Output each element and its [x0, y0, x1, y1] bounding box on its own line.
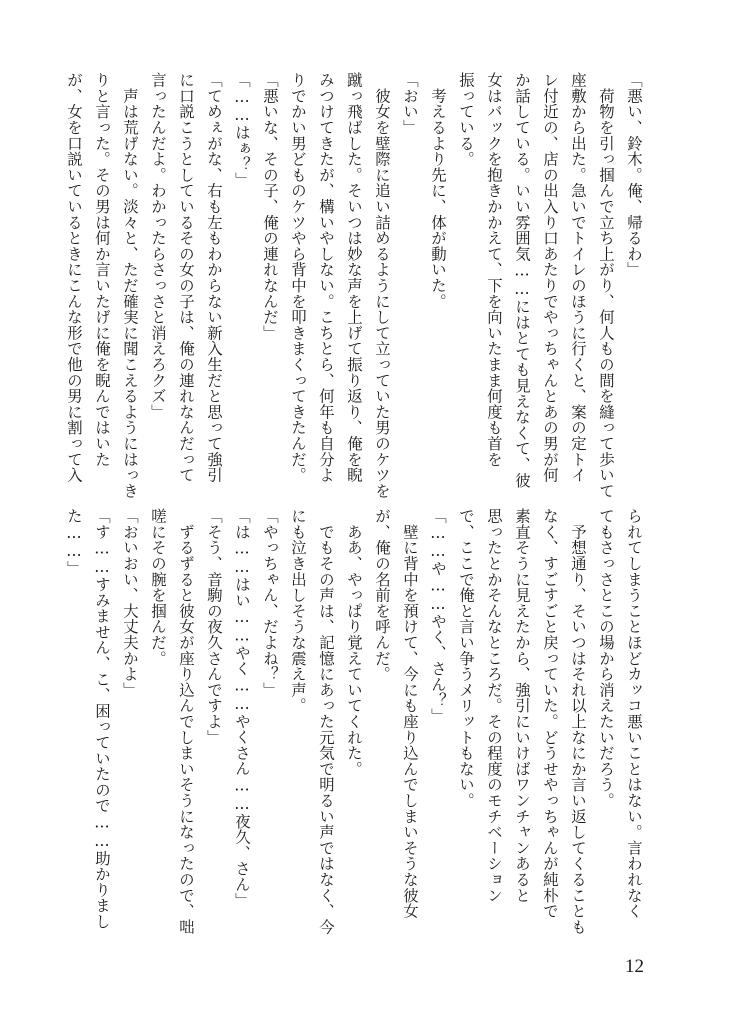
bottom-block-line: ずるずると彼女が座り込んでしまいそうになったので、咄 — [177, 508, 195, 935]
bottom-block-line: られてしまうことほどカッコ悪いことはない。言われなく — [625, 508, 643, 919]
bottom-block-line: が、俺の名前を呼んだ。 — [373, 508, 391, 682]
top-block-line: 考えるより先に、体が動いた。 — [429, 72, 447, 309]
top-block-line: 「おい」 — [401, 72, 419, 136]
top-block-line: みつけてきたが、構いやしない。こちとら、何年も自分よ — [317, 72, 335, 483]
bottom-block-line: 「……や……やく、さん？」 — [429, 508, 447, 724]
top-block-line: 「悪い、鈴木。俺、帰るわ」 — [625, 72, 643, 278]
bottom-block-line: 壁に背中を預けて、今にも座り込んでしまいそうな彼女 — [401, 508, 419, 919]
top-block-line: 荷物を引っ掴んで立ち上がり、何人もの間を縫って歩いて — [597, 72, 615, 499]
bottom-block-line: た……」 — [65, 508, 83, 577]
top-block-line: 言ったんだよ。わかったらさっさと消えろクズ」 — [149, 72, 167, 420]
bottom-block-line: なく、すごすごと戻っていた。どうせやっちゃんが純朴で — [541, 508, 559, 919]
top-block-line: か話している。いい雰囲気……にはとても見えなくて、彼 — [513, 72, 531, 488]
top-block-line: が、女を口説いているときにこんな形で他の男に割って入 — [65, 72, 83, 483]
top-block-line: 座敷から出た。急いでトイレのほうに行くと、案の定トイ — [569, 72, 587, 483]
top-block-line: 「……はぁ？」 — [233, 72, 251, 188]
text-block-top — [60, 72, 648, 502]
top-block-line: に口説こうとしているその女の子は、俺の連れなんだって — [177, 72, 195, 483]
top-block-line: 声は荒げない。淡々と、ただ確実に聞こえるようにはっき — [121, 72, 139, 499]
bottom-block-line: 予想通り、そいつはそれ以上なにか言い返してくることも — [569, 508, 587, 935]
bottom-block-line: 「やっちゃん、だよね？」 — [261, 508, 279, 698]
bottom-block-line: で、ここで俺と言い争うメリットもない。 — [457, 508, 475, 809]
top-block-line: 振っている。 — [457, 72, 475, 167]
bottom-block-line: 素直そうに見えたから、強引にいけばワンチャンあると — [513, 508, 531, 903]
top-block-line: レ付近の、店の出入り口あたりでやっちゃんとあの男が何 — [541, 72, 559, 483]
bottom-block-line: 思ったとかそんなところだ。その程度のモチベーション — [485, 508, 503, 903]
top-block-line: 彼女を壁際に追い詰めるようにして立っていた男のケツを — [373, 72, 391, 499]
bottom-block-line: 「す……すみません、こ、困っていたので……助かりまし — [93, 508, 111, 930]
bottom-block-line: ああ、やっぱり覚えていてくれた。 — [345, 508, 363, 777]
top-block-line: りでかい男どものケツやら背中を叩きまくってきたんだ。 — [289, 72, 307, 483]
bottom-block-line: 「おいおい、大丈夫かよ」 — [121, 508, 139, 698]
bottom-block-line: てもさっさとこの場から消えたいだろう。 — [597, 508, 615, 809]
bottom-block-line: 「は……はい……やく……やくさん……夜久、さん」 — [233, 508, 251, 908]
top-block-line: 「てめぇがな、右も左もわからない新入生だと思って強引 — [205, 72, 223, 483]
bottom-block-line: 嗟にその腕を掴んだ。 — [149, 508, 167, 666]
bottom-block-line: にも泣き出しそうな震え声。 — [289, 508, 307, 714]
page-number: 12 — [625, 956, 644, 977]
bottom-block-line: でもその声は、記憶にあった元気で明るい声ではなく、今 — [317, 508, 335, 935]
top-block-line: 女はバックを抱きかかえて、下を向いたまま何度も首を — [485, 72, 503, 467]
bottom-block-line: 「そう、音駒の夜久さんですよ」 — [205, 508, 223, 745]
top-block-line: りと言った。その男は何か言いたげに俺を睨んではいた — [93, 72, 111, 467]
top-block-line: 「悪いな、その子、俺の連れなんだ」 — [261, 72, 279, 341]
top-block-line: 蹴っ飛ばした。そいつは妙な声を上げて振り返り、俺を睨 — [345, 72, 363, 483]
text-block-bottom — [60, 508, 648, 938]
